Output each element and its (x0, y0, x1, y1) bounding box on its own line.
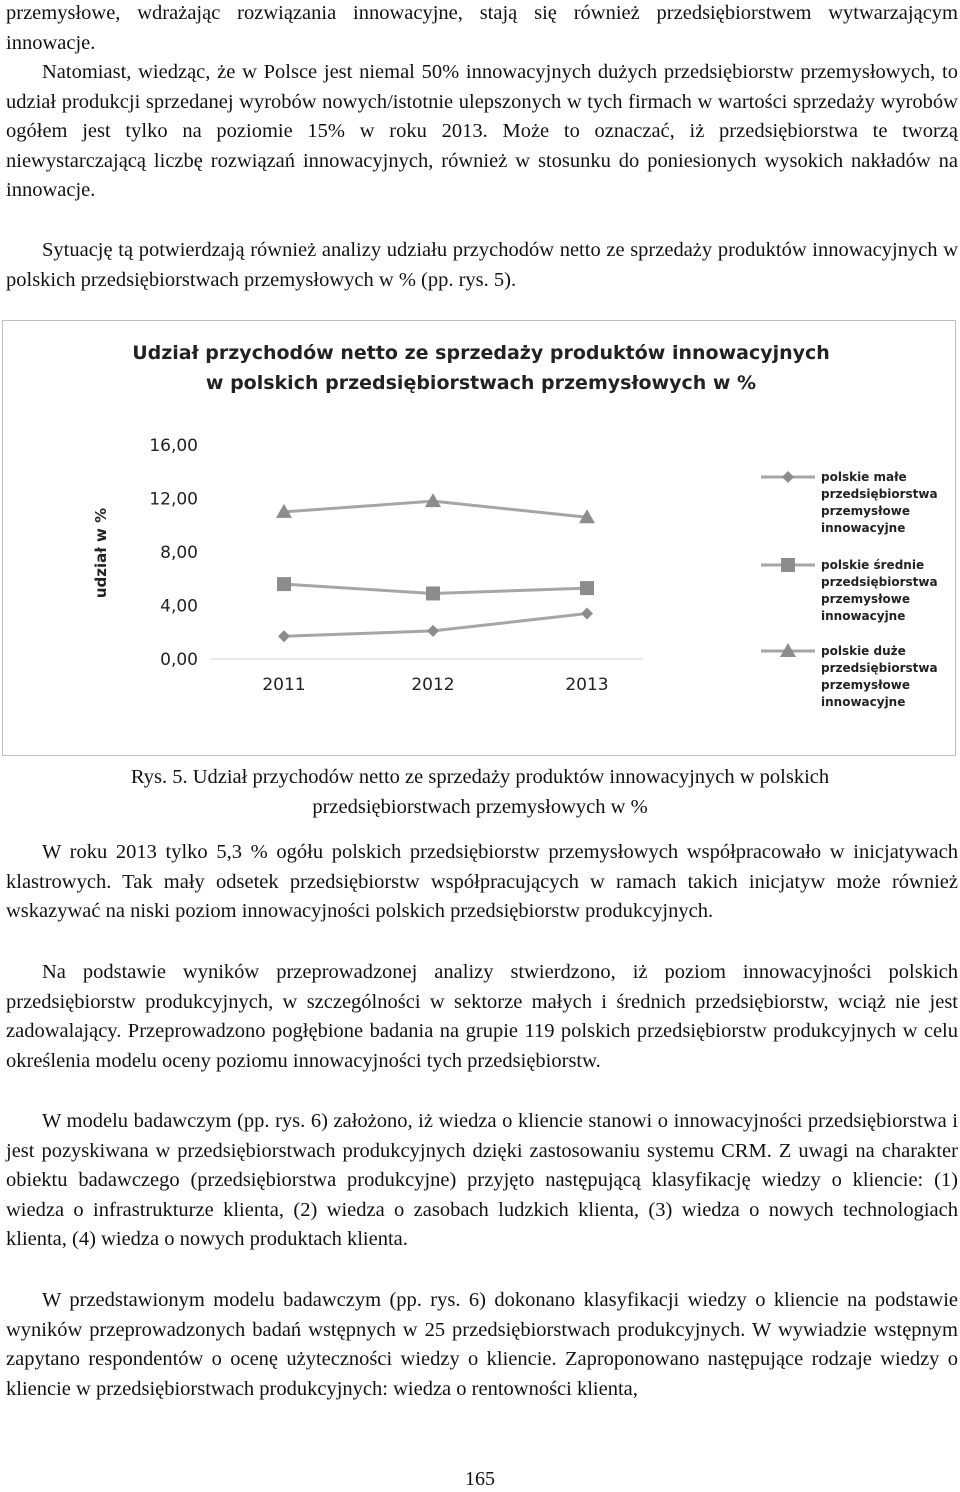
data-point (426, 586, 440, 600)
legend-label: innowacyjne (821, 609, 906, 623)
legend-label: przemysłowe (821, 592, 911, 606)
paragraph-2: Natomiast, wiedząc, że w Polsce jest niemal 50% innowacyjnych dużych przedsiębiorstw przemysłowych, to udział produkcji sprzedanej wyrobów nowych/istotnie ulepszonych w tych firmach w wartości sprzedaży wyrobów ogółem jest tylko na poziomie 15% w roku 2013. Może to oznaczać, iż przedsiębiorstwa te tworzą niewystarczającą liczbę rozwiązań innowacyjnych, również w stosunku do poniesionych wysokich nakładów na innowacje. (6, 61, 958, 201)
data-point (581, 608, 593, 620)
paragraph-6: W modelu badawczym (pp. rys. 6) założono, iż wiedza o kliencie stanowi o innowacyjności przedsiębiorstwa i jest pozyskiwana w przedsiębiorstwach produkcyjnych dzięki zastosowaniu systemu CRM. Z uwagi na charakter obiektu badawczego (przedsiębiorstwa produkcyjne) przyjęto następującą klasyfikację wiedzy o kliencie: (1) wiedza o infrastrukturze klienta, (2) wiedza o zasobach ludzkich klienta, (3) wiedza o nowych technologiach klienta, (4) wiedza o nowych produktach klienta. (6, 1110, 958, 1250)
figure-caption-line-1: Rys. 5. Udział przychodów netto ze sprzedaży produktów innowacyjnych w polskich (130, 766, 830, 788)
legend-label: przemysłowe (821, 504, 911, 518)
figure-caption-line-2: przedsiębiorstwach przemysłowych w % (312, 796, 648, 818)
page-number: 165 (465, 1468, 495, 1490)
chart-title-line-1: Udział przychodów netto ze sprzedaży produktów innowacyjnych (132, 342, 830, 364)
chart-title-line-2: w polskich przedsiębiorstwach przemysłowych w % (205, 372, 757, 394)
paragraph-7: W przedstawionym modelu badawczym (pp. rys. 6) dokonano klasyfikacji wiedzy o kliencie na podstawie wyników przeprowadzonych badań wstępnych w 25 przedsiębiorstwach produkcyjnych. W wywiadzie wstępnym zapytano respondentów o ocenę użyteczności wiedzy o kliencie. Zaproponowano następujące rodzaje wiedzy o kliencie w przedsiębiorstwach produkcyjnych: wiedza o rentowności klienta, (6, 1289, 958, 1400)
paragraph-1: przemysłowe, wdrażając rozwiązania innowacyjne, stają się również przedsiębiorstwem wytwarzającym innowacje. (6, 2, 958, 54)
y-tick-label: 12,00 (149, 489, 198, 510)
legend-marker (781, 558, 795, 572)
y-tick-label: 8,00 (160, 543, 198, 563)
paragraph-3: Sytuację tą potwierdzają również analizy udziału przychodów netto ze sprzedaży produktów innowacyjnych w polskich przedsiębiorstwach przemysłowych w % (pp. rys. 5). (6, 239, 958, 291)
legend-label: polskie małe (821, 470, 907, 484)
data-point (277, 577, 291, 591)
legend-label: przemysłowe (821, 678, 911, 692)
y-tick-label: 0,00 (160, 650, 198, 670)
legend-label: przedsiębiorstwa (821, 661, 938, 675)
data-point (427, 625, 439, 637)
x-tick-label: 2013 (565, 675, 609, 695)
y-axis-label: udział w % (92, 507, 110, 599)
y-tick-label: 4,00 (160, 596, 198, 617)
legend-marker (782, 471, 794, 483)
paragraph-5: Na podstawie wyników przeprowadzonej analizy stwierdzono, iż poziom innowacyjności polskich przedsiębiorstw produkcyjnych, w szczególności w sektorze małych i średnich przedsiębiorstw, wciąż nie jest zadowalający. Przeprowadzono pogłębione badania na grupie 119 polskich przedsiębiorstw produkcyjnych w celu określenia modelu oceny poziomu innowacyjności tych przedsiębiorstw. (6, 961, 958, 1072)
data-point (580, 581, 594, 595)
paragraph-4: W roku 2013 tylko 5,3 % ogółu polskich przedsiębiorstw przemysłowych współpracowało w inicjatywach klastrowych. Tak mały odsetek przedsiębiorstw współpracujących w ramach takich inicjatyw może również wskazywać na niski poziom innowacyjności polskich przedsiębiorstw produkcyjnych. (6, 841, 958, 922)
legend-label: polskie duże (821, 644, 906, 658)
figure-5 (2, 320, 956, 756)
x-tick-label: 2011 (262, 675, 306, 695)
y-tick-label: 16,00 (149, 436, 198, 456)
legend-label: przedsiębiorstwa (821, 575, 938, 589)
legend-label: przedsiębiorstwa (821, 487, 938, 501)
data-point (278, 630, 290, 642)
legend-label: innowacyjne (821, 521, 906, 535)
legend-label: polskie średnie (821, 558, 925, 572)
line-chart (3, 321, 957, 757)
legend-label: innowacyjne (821, 695, 906, 709)
x-tick-label: 2012 (411, 675, 455, 695)
